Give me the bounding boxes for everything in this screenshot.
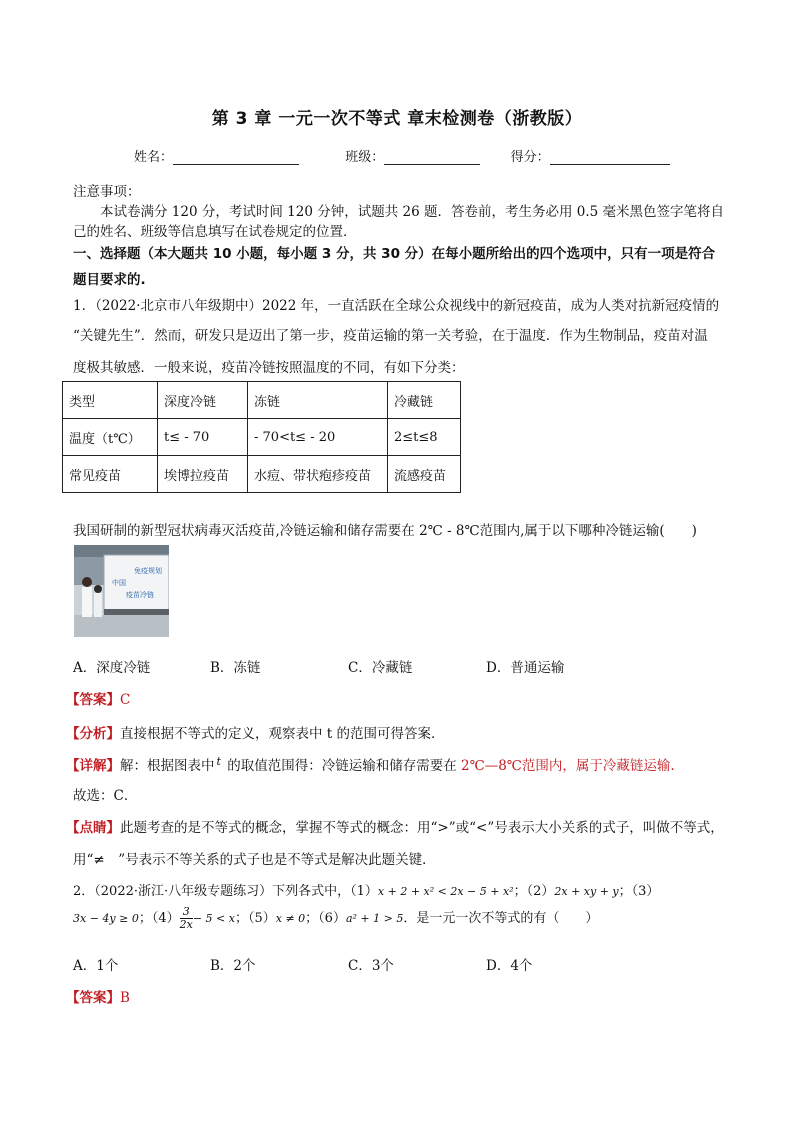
table-cell: - 70<t≤ - 20 xyxy=(248,419,388,456)
q2-option-b[interactable]: B．2个 xyxy=(210,958,256,974)
table-cell: 冷藏链 xyxy=(388,382,461,419)
truck-text: 免疫规划 xyxy=(134,567,162,575)
table-cell: 流感疫苗 xyxy=(388,456,461,493)
q2-option-a[interactable]: A．1个 xyxy=(73,958,119,974)
vaccine-truck-photo xyxy=(74,545,169,637)
name-field[interactable] xyxy=(173,150,299,165)
q1-conclusion: 故选：C． xyxy=(73,788,138,804)
detail-text-a: 解：根据图表中 xyxy=(120,758,215,774)
notes-heading: 注意事项： xyxy=(73,184,141,200)
q1-option-b[interactable]: B．冻链 xyxy=(210,660,261,676)
analysis-text: 直接根据不等式的定义，观察表中 t 的范围可得答案． xyxy=(120,726,445,742)
q1-question: 我国研制的新型冠状病毒灭活疫苗,冷链运输和储存需要在 2℃ - 8℃范围内,属于以下哪种冷链运输( ) xyxy=(73,523,697,539)
q1-option-a[interactable]: A．深度冷链 xyxy=(73,660,151,676)
q1-option-d[interactable]: D．普通运输 xyxy=(486,660,565,676)
table-cell: 深度冷链 xyxy=(158,382,248,419)
detail-highlight: 2℃—8℃范围内，属于冷藏链运输. xyxy=(461,758,675,774)
q2-expression-5: x ≠ 0 xyxy=(275,912,306,925)
table-cell: 温度（t℃） xyxy=(63,419,158,456)
detail-variable: t xyxy=(216,754,221,768)
q2-separator: ；（6） xyxy=(305,911,346,926)
q1-answer xyxy=(66,688,130,708)
q1-stem-line3: 度极其敏感．一般来说，疫苗冷链按照温度的不同，有如下分类： xyxy=(73,360,465,376)
q1-stem-line2: “关键先生”．然而，研发只是迈出了第一步，疫苗运输的第一关考验，在于温度．作为生物制品，疫苗对温 xyxy=(73,328,708,344)
truck-text: 中国 xyxy=(112,579,126,587)
table-row xyxy=(63,382,461,419)
truck-text: 疫苗冷链 xyxy=(126,591,154,599)
q2-stem-line1 xyxy=(73,880,659,899)
table-row xyxy=(63,456,461,493)
table-cell: 2≤t≤8 xyxy=(388,419,461,456)
name-label: 姓名： xyxy=(134,150,174,165)
student-info-row xyxy=(134,146,670,165)
q2-stem-line2 xyxy=(73,906,598,931)
q2-expression-1: x + 2 + x² < 2x − 5 + x² xyxy=(377,885,514,898)
q1-detail xyxy=(66,754,675,774)
table-row xyxy=(63,419,461,456)
q2-fraction xyxy=(180,906,193,931)
truck-illustration xyxy=(74,545,169,637)
cold-chain-table xyxy=(62,381,461,493)
table-cell: 水痘、带状疱疹疫苗 xyxy=(248,456,388,493)
q1-key-points-line1 xyxy=(66,816,724,836)
table-cell: 类型 xyxy=(63,382,158,419)
q2-separator: ；（4） xyxy=(138,911,180,926)
section-heading-line2: 题目要求的. xyxy=(73,272,146,288)
notes-text-line2: 己的姓名、班级等信息填写在试卷规定的位置． xyxy=(73,224,357,240)
detail-tag: 【详解】 xyxy=(66,758,120,774)
fraction-denominator: 2x xyxy=(179,918,193,931)
q1-option-c[interactable]: C．冷藏链 xyxy=(348,660,413,676)
q2-expression-4: − 5 < x xyxy=(192,912,235,925)
class-label: 班级： xyxy=(345,150,385,165)
answer-tag: 【答案】 xyxy=(66,692,120,708)
table-cell: 埃博拉疫苗 xyxy=(158,456,248,493)
fraction-numerator: 3 xyxy=(180,906,193,919)
points-text: 此题考查的是不等式的概念，掌握不等式的概念：用“>”或“<”号表示大小关系的式子，叫做不等式， xyxy=(120,820,724,836)
q2-expression-6: a² + 1 > 5 xyxy=(345,912,404,925)
q2-tail: ．是一元一次不等式的有（ ） xyxy=(403,911,599,926)
q2-separator: ；（5） xyxy=(234,911,276,926)
table-cell: t≤ - 70 xyxy=(158,419,248,456)
class-field[interactable] xyxy=(384,150,480,165)
q1-analysis xyxy=(66,722,445,742)
answer-value: C xyxy=(120,692,131,708)
table-cell: 冻链 xyxy=(248,382,388,419)
q2-answer xyxy=(66,986,130,1006)
page-title: 第 3 章 一元一次不等式 章末检测卷（浙教版） xyxy=(211,109,583,129)
points-tag: 【点睛】 xyxy=(66,820,120,836)
q2-separator: ；（2） xyxy=(513,884,555,899)
detail-text-b: 的取值范围得：冷链运输和储存需要在 xyxy=(222,758,462,774)
q2-expression-3: 3x − 4y ≥ 0 xyxy=(73,912,139,925)
q1-key-points-line2: 用“≠ ”号表示不等关系的式子也是不等式是解决此题关键． xyxy=(73,852,436,868)
score-label: 得分： xyxy=(510,150,550,165)
answer-tag: 【答案】 xyxy=(66,990,120,1006)
table-cell: 常见疫苗 xyxy=(63,456,158,493)
section-heading-line1: 一、选择题（本大题共 10 小题，每小题 3 分，共 30 分）在每小题所给出的四个选项中，只有一项是符合 xyxy=(73,246,716,262)
q1-stem-line1: 1．（2022·北京市八年级期中）2022 年，一直活跃在全球公众视线中的新冠疫苗，成为人类对抗新冠疫情的 xyxy=(73,298,720,314)
q2-option-c[interactable]: C．3个 xyxy=(348,958,394,974)
analysis-tag: 【分析】 xyxy=(66,726,120,742)
q2-separator: ；（3） xyxy=(618,884,660,899)
q2-expression-2: 2x + xy + y xyxy=(554,885,619,898)
score-field[interactable] xyxy=(550,150,670,165)
notes-text-line1: 本试卷满分 120 分，考试时间 120 分钟，试题共 26 题．答卷前，考生务必用 0.5 毫米黑色签字笔将自 xyxy=(100,204,725,220)
q2-option-d[interactable]: D．4个 xyxy=(486,958,533,974)
answer-value: B xyxy=(120,990,130,1006)
q2-prefix: 2．（2022·浙江·八年级专题练习）下列各式中，（1） xyxy=(73,884,378,899)
